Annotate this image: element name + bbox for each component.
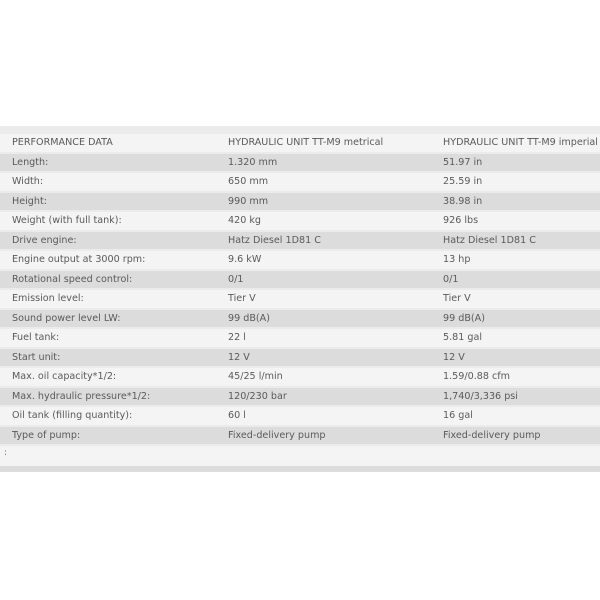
imperial-value: Tier V — [443, 293, 471, 305]
row-label: Weight (with full tank): — [12, 215, 122, 227]
metrical-value: 22 l — [228, 332, 246, 344]
table-row — [0, 368, 600, 386]
row-label: Height: — [12, 195, 47, 207]
footer-mark: : — [4, 448, 8, 458]
imperial-value: 25.59 in — [443, 176, 483, 188]
imperial-value: 926 lbs — [443, 215, 479, 227]
table-row — [0, 427, 600, 445]
metrical-value: 990 mm — [228, 195, 269, 207]
metrical-value: 9.6 kW — [228, 254, 262, 266]
table-row — [0, 173, 600, 191]
table-row — [0, 407, 600, 425]
table-row — [0, 212, 600, 230]
performance-data-panel — [0, 126, 600, 472]
imperial-value: 0/1 — [443, 273, 459, 285]
header-imperial: HYDRAULIC UNIT TT-M9 imperial — [443, 137, 598, 149]
row-label: Oil tank (filling quantity): — [12, 410, 133, 422]
metrical-value: 45/25 l/min — [228, 371, 283, 383]
row-label: Sound power level LW: — [12, 312, 121, 324]
metrical-value: Hatz Diesel 1D81 C — [228, 234, 321, 246]
table-row — [0, 271, 600, 289]
row-label: Length: — [12, 156, 49, 168]
metrical-value: 1.320 mm — [228, 156, 278, 168]
imperial-value: 12 V — [443, 351, 465, 363]
row-label: Start unit: — [12, 351, 61, 363]
row-label: Engine output at 3000 rpm: — [12, 254, 146, 266]
row-label: Width: — [12, 176, 44, 188]
imperial-value: 5.81 gal — [443, 332, 483, 344]
imperial-value: 1,740/3,336 psi — [443, 390, 518, 402]
imperial-value: 16 gal — [443, 410, 473, 422]
performance-data-table — [0, 132, 600, 446]
table-row — [0, 193, 600, 211]
metrical-value: 99 dB(A) — [228, 312, 270, 324]
imperial-value: 38.98 in — [443, 195, 483, 207]
table-bottom-divider — [0, 466, 600, 472]
header-performance-data: PERFORMANCE DATA — [12, 137, 113, 149]
metrical-value: 420 kg — [228, 215, 262, 227]
metrical-value: 120/230 bar — [228, 390, 287, 402]
table-row — [0, 349, 600, 367]
imperial-value: Fixed-delivery pump — [443, 429, 541, 441]
imperial-value: Hatz Diesel 1D81 C — [443, 234, 536, 246]
metrical-value: 60 l — [228, 410, 246, 422]
row-label: Max. hydraulic pressure*1/2: — [12, 390, 151, 402]
imperial-value: 99 dB(A) — [443, 312, 485, 324]
imperial-value: 51.97 in — [443, 156, 483, 168]
row-label: Drive engine: — [12, 234, 77, 246]
table-row — [0, 232, 600, 250]
metrical-value: 12 V — [228, 351, 250, 363]
header-metrical: HYDRAULIC UNIT TT-M9 metrical — [228, 137, 384, 149]
row-label: Emission level: — [12, 293, 84, 305]
row-label: Max. oil capacity*1/2: — [12, 371, 117, 383]
table-row — [0, 290, 600, 308]
row-label: Fuel tank: — [12, 332, 60, 344]
metrical-value: Tier V — [228, 293, 256, 305]
table-row — [0, 388, 600, 406]
row-label: Type of pump: — [12, 429, 81, 441]
imperial-value: 1.59/0.88 cfm — [443, 371, 511, 383]
metrical-value: Fixed-delivery pump — [228, 429, 326, 441]
table-row — [0, 329, 600, 347]
table-row — [0, 154, 600, 172]
row-label: Rotational speed control: — [12, 273, 133, 285]
table-header-row — [0, 134, 600, 152]
metrical-value: 0/1 — [228, 273, 244, 285]
table-footer — [0, 446, 600, 466]
metrical-value: 650 mm — [228, 176, 269, 188]
table-row — [0, 310, 600, 328]
table-row — [0, 251, 600, 269]
imperial-value: 13 hp — [443, 254, 471, 266]
